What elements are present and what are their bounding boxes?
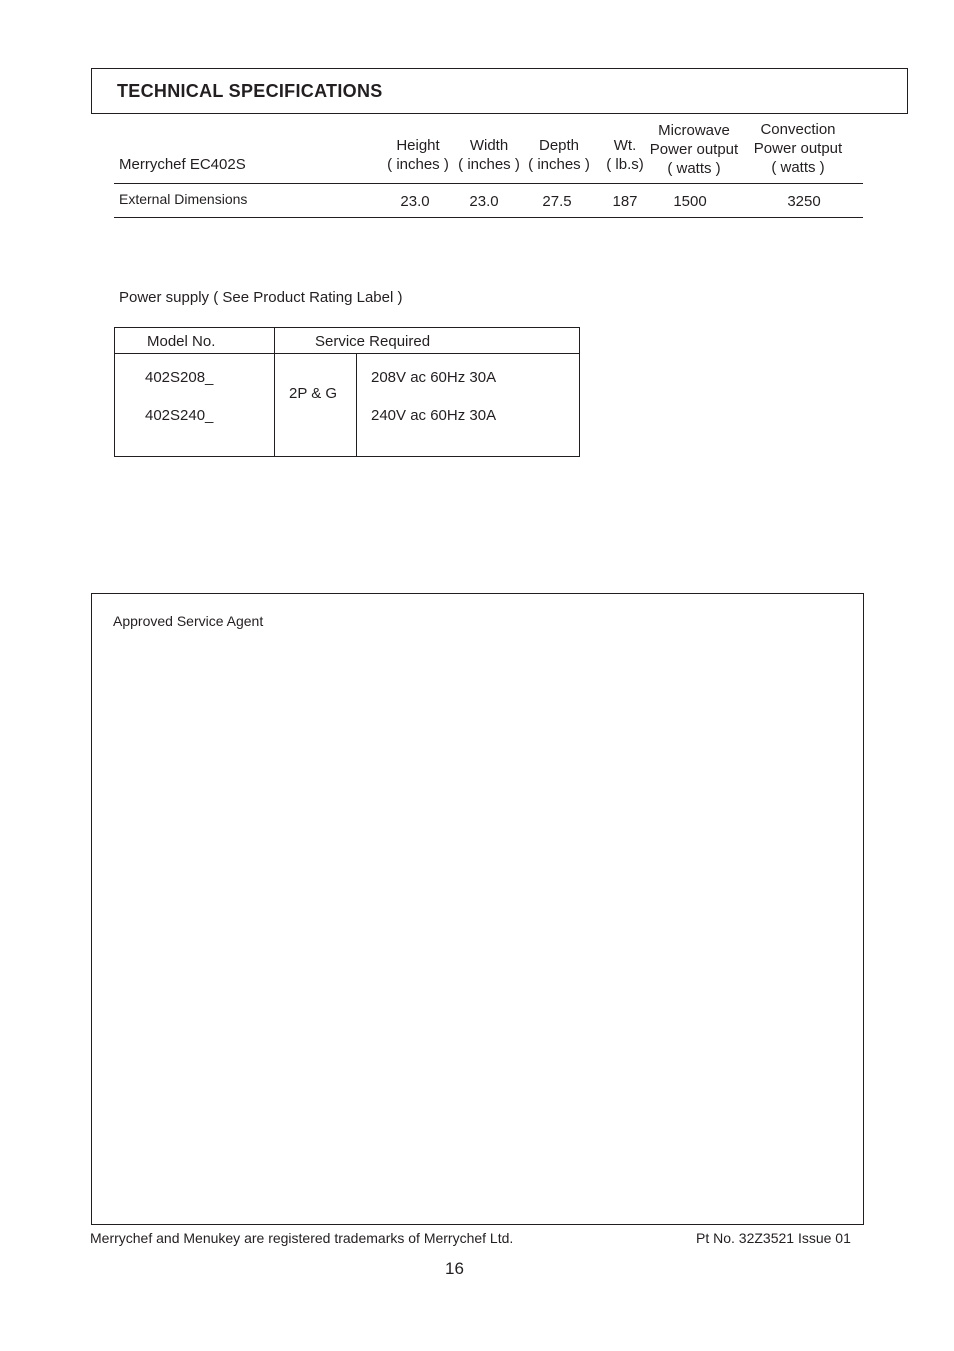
supply-column-divider <box>356 353 357 457</box>
model-number: 402S208_ <box>145 369 214 386</box>
header-height: Height ( inches ) <box>387 137 449 173</box>
row-label-external-dimensions: External Dimensions <box>119 191 248 207</box>
part-number: Pt No. 32Z3521 Issue 01 <box>696 1230 851 1246</box>
service-agent-box <box>91 593 864 1225</box>
header-service-required: Service Required <box>315 333 431 350</box>
page-title: TECHNICAL SPECIFICATIONS <box>117 81 383 101</box>
service-spec: 240V ac 60Hz 30A <box>371 407 497 424</box>
phase-type: 2P & G <box>289 385 338 402</box>
page-number: 16 <box>445 1259 464 1278</box>
value-weight: 187 <box>612 193 638 210</box>
supply-header-divider <box>114 353 580 354</box>
header-microwave: Microwave Power output ( watts ) <box>649 122 739 177</box>
value-height: 23.0 <box>400 193 430 210</box>
value-depth: 27.5 <box>542 193 572 210</box>
header-width: Width ( inches ) <box>458 137 520 173</box>
header-convection: Convection Power output ( watts ) <box>753 121 843 176</box>
service-spec: 208V ac 60Hz 30A <box>371 369 497 386</box>
service-agent-label: Approved Service Agent <box>113 613 264 629</box>
power-supply-note: Power supply ( See Product Rating Label ) <box>119 289 403 306</box>
value-width: 23.0 <box>469 193 499 210</box>
model-number: 402S240_ <box>145 407 214 424</box>
value-convection: 3250 <box>787 193 821 210</box>
value-microwave: 1500 <box>673 193 707 210</box>
header-depth: Depth ( inches ) <box>528 137 590 173</box>
table-bottom-rule <box>114 217 863 218</box>
header-model-no: Model No. <box>147 333 216 350</box>
trademark-notice: Merrychef and Menukey are registered trademarks of Merrychef Ltd. <box>90 1230 514 1246</box>
model-name: Merrychef EC402S <box>119 156 246 173</box>
table-divider <box>114 183 863 184</box>
supply-column-divider <box>274 327 275 457</box>
header-weight: Wt. ( lb.s) <box>606 137 644 173</box>
